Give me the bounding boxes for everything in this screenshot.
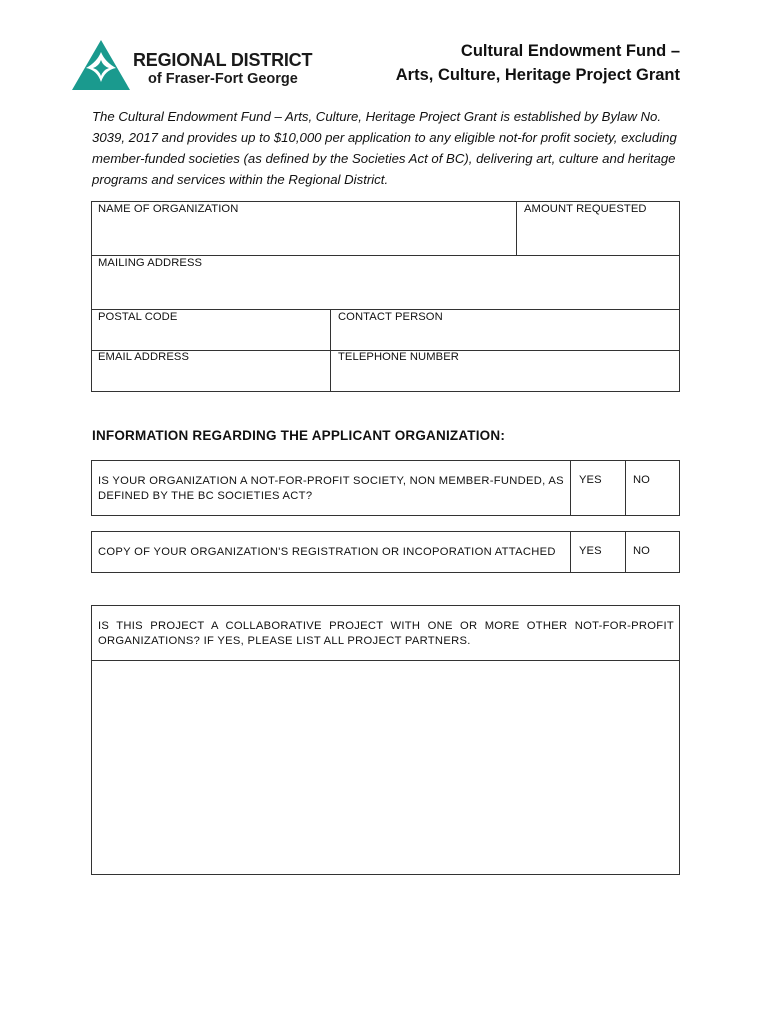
document-title-line1: Cultural Endowment Fund – [460,42,680,60]
nonprofit-no-option[interactable]: NO [633,474,650,486]
divider [91,309,680,310]
telephone-number-field[interactable]: TELEPHONE NUMBER [338,351,459,363]
email-address-field[interactable]: EMAIL ADDRESS [98,351,190,363]
regional-district-logo-icon [72,40,130,90]
name-of-organization-field[interactable]: NAME OF ORGANIZATION [98,203,239,215]
logo-text-fraser-fort-george: of Fraser-Fort George [148,71,298,87]
logo-text-regional-district: REGIONAL DISTRICT [133,50,313,70]
project-partners-textarea[interactable] [92,662,679,874]
divider [91,255,680,256]
amount-requested-field[interactable]: AMOUNT REQUESTED [524,203,647,215]
nonprofit-yes-option[interactable]: YES [579,474,602,486]
question-registration-text: COPY OF YOUR ORGANIZATION'S REGISTRATION OR INCOPORATION ATTACHED [98,546,556,558]
registration-yes-option[interactable]: YES [579,545,602,557]
divider [516,201,517,256]
section-heading-applicant-info: INFORMATION REGARDING THE APPLICANT ORGANIZATION: [92,428,506,443]
contact-person-field[interactable]: CONTACT PERSON [338,311,443,323]
divider [570,531,571,573]
document-title-line2: Arts, Culture, Heritage Project Grant [395,66,680,84]
divider [91,660,680,661]
divider [625,531,626,573]
applicant-details-grid [91,201,680,392]
divider [625,460,626,516]
intro-paragraph: The Cultural Endowment Fund – Arts, Culture, Heritage Project Grant is established by Bylaw No. 3039, 2017 and provides up to $10,000 per application to any eligible not-for profit society, excluding member-funded societies (as defined by the Societies Act of BC), delivering art, culture and heritage programs and services within the Regional District. [92,109,677,187]
question-nonprofit-text: IS YOUR ORGANIZATION A NOT-FOR-PROFIT SOCIETY, NON MEMBER-FUNDED, AS DEFINED BY THE BC SOCIETIES ACT? [98,475,564,502]
divider [570,460,571,516]
mailing-address-field[interactable]: MAILING ADDRESS [98,257,203,269]
question-collaborative-text: IS THIS PROJECT A COLLABORATIVE PROJECT WITH ONE OR MORE OTHER NOT-FOR-PROFIT ORGANIZATIONS? IF YES, PLEASE LIST ALL PROJECT PARTNERS. [98,620,674,647]
postal-code-field[interactable]: POSTAL CODE [98,311,178,323]
registration-no-option[interactable]: NO [633,545,650,557]
